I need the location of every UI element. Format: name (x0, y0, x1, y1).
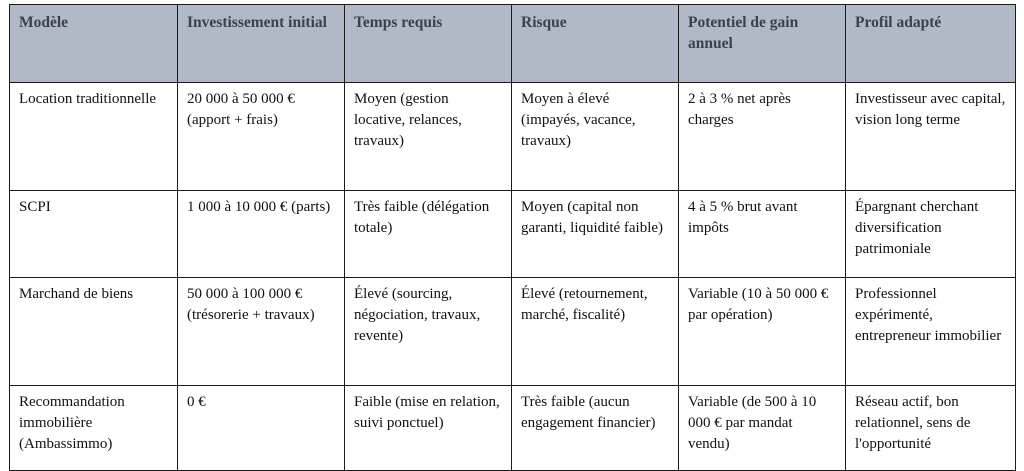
table-row (10, 191, 1016, 278)
cell-investissement: 1 000 à 10 000 € (parts) (178, 191, 345, 278)
table-header (10, 5, 1016, 83)
header-row (10, 5, 1016, 83)
header-potentiel-de-gain: Potentiel de gain annuel (679, 5, 846, 83)
cell-temps: Élevé (sourcing, négociation, travaux, revente) (345, 278, 512, 386)
cell-investissement: 20 000 à 50 000 € (apport + frais) (178, 83, 345, 191)
cell-risque: Élevé (retournement, marché, fiscalité) (512, 278, 679, 386)
cell-risque: Moyen à élevé (impayés, vacance, travaux) (512, 83, 679, 191)
cell-temps: Faible (mise en relation, suivi ponctuel) (345, 386, 512, 471)
cell-potentiel: 4 à 5 % brut avant impôts (679, 191, 846, 278)
cell-risque: Très faible (aucun engagement financier) (512, 386, 679, 471)
cell-profil: Professionnel expérimenté, entrepreneur immobilier (846, 278, 1016, 386)
cell-investissement: 0 € (178, 386, 345, 471)
header-profil-adapte: Profil adapté (846, 5, 1016, 83)
header-investissement-initial: Investissement initial (178, 5, 345, 83)
cell-profil: Épargnant cherchant diversification patrimoniale (846, 191, 1016, 278)
cell-potentiel: Variable (10 à 50 000 € par opération) (679, 278, 846, 386)
cell-temps: Moyen (gestion locative, relances, travaux) (345, 83, 512, 191)
comparison-table (9, 4, 1016, 471)
cell-potentiel: Variable (de 500 à 10 000 € par mandat vendu) (679, 386, 846, 471)
table-row (10, 83, 1016, 191)
cell-profil: Investisseur avec capital, vision long terme (846, 83, 1016, 191)
cell-modele: Location traditionnelle (10, 83, 178, 191)
cell-modele: Recommandation immobilière (Ambassimmo) (10, 386, 178, 471)
cell-potentiel: 2 à 3 % net après charges (679, 83, 846, 191)
cell-risque: Moyen (capital non garanti, liquidité faible) (512, 191, 679, 278)
header-risque: Risque (512, 5, 679, 83)
header-temps-requis: Temps requis (345, 5, 512, 83)
cell-profil: Réseau actif, bon relationnel, sens de l'opportunité (846, 386, 1016, 471)
table-body (10, 83, 1016, 471)
cell-modele: Marchand de biens (10, 278, 178, 386)
cell-temps: Très faible (délégation totale) (345, 191, 512, 278)
cell-investissement: 50 000 à 100 000 € (trésorerie + travaux) (178, 278, 345, 386)
header-modele: Modèle (10, 5, 178, 83)
table-row (10, 278, 1016, 386)
cell-modele: SCPI (10, 191, 178, 278)
table-row (10, 386, 1016, 471)
